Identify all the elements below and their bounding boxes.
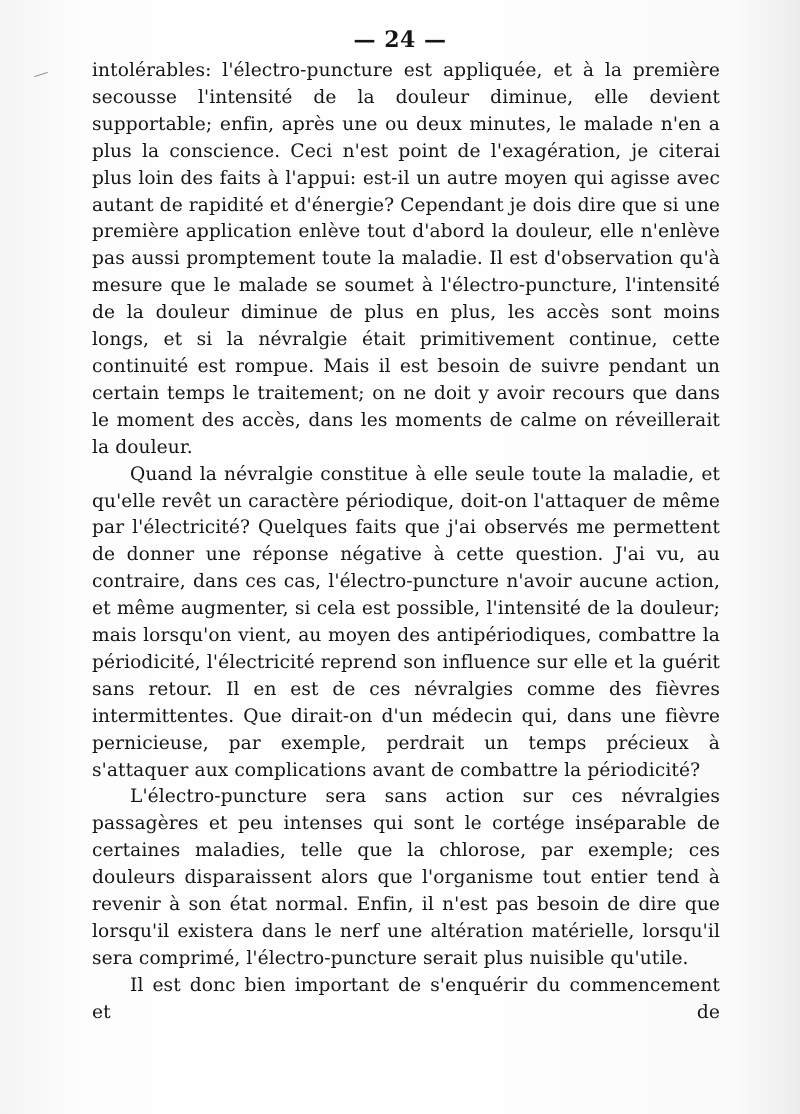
paragraph-2: Quand la névralgie constitue à elle seule toute la maladie, et qu'elle revêt un caractère périodique, doit-on l'attaquer de même par l'électricité? Quelques faits que j'ai observés me permettent de donner une réponse négative à cette question. J'ai vu, au contraire, dans ces cas, l'électro-puncture n'avoir aucune action, et même augmenter, si cela est possible, l'intensité de la douleur; mais lorsqu'on vient, au moyen des antipériodiques, combattre la périodicité, l'électricité reprend son influence sur elle et la guérit sans retour. Il en est de ces névralgies comme des fièvres intermittentes. Que dirait-on d'un médecin qui, dans une fièvre pernicieuse, par exemple, perdrait un temps précieux à s'attaquer aux complications avant de combattre la périodicité? — [92, 463, 720, 781]
page-number: — 24 — — [353, 27, 447, 53]
paragraph-4: Il est donc bien important de s'enquérir du commencement et de — [92, 974, 720, 1023]
paragraph-3: L'électro-puncture sera sans action sur ces névralgies passagères et peu intenses qui sont le cortége inséparable de certaines maladies, telle que la chlorose, par exemple; ces douleurs disparaissent alors que l'organisme tout entier tend à revenir à son état normal. Enfin, il n'est pas besoin de dire que lorsqu'il existera dans le nerf une altération matérielle, lorsqu'il sera comprimé, l'électro-puncture serait plus nuisible qu'utile. — [92, 786, 720, 969]
body-text — [92, 58, 720, 1027]
margin-mark — [34, 72, 48, 77]
paragraph-1: intolérables: l'électro-puncture est appliquée, et à la première secousse l'intensité de la douleur diminue, elle devient supportable; enfin, après une ou deux minutes, le malade n'en a plus la conscience. Ceci n'est point de l'exagération, je citerai plus loin des faits à l'appui: est-il un autre moyen qui agisse avec autant de rapidité et d'énergie? Cependant je dois dire que si une première application enlève tout d'abord la douleur, elle n'enlève pas aussi promptement toute la maladie. Il est d'observation qu'à mesure que le malade se soumet à l'électro-puncture, l'intensité de la douleur diminue de plus en plus, les accès sont moins longs, et si la névralgie était primitivement continue, cette continuité est rompue. Mais il est besoin de suivre pendant un certain temps le traitement; on ne doit y avoir recours que dans le moment des accès, dans les moments de calme on réveillerait la douleur. — [92, 60, 720, 458]
